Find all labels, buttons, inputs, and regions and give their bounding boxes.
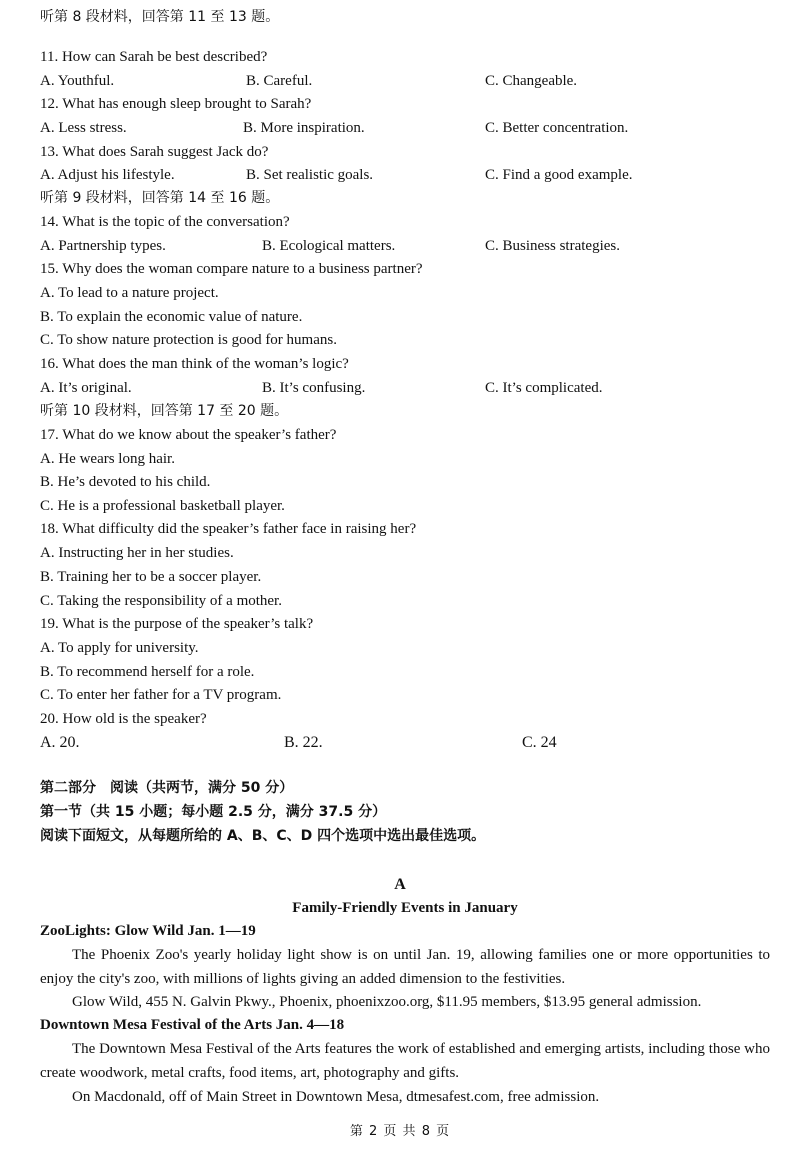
question-11: 11. How can Sarah be best described?: [40, 49, 268, 65]
event-1-description: The Phoenix Zoo's yearly holiday light show is on until Jan. 19, allowing families one or more opportunities to enjoy the city's zoo, with millions of lights giving an added dimension to the festivities.: [40, 947, 770, 987]
q17-option-c: C. He is a professional basketball player.: [40, 498, 285, 514]
q11-option-b: B. Careful.: [246, 73, 313, 89]
q14-option-c: C. Business strategies.: [485, 238, 620, 254]
question-18: 18. What difficulty did the speaker’s father face in raising her?: [40, 521, 417, 537]
q11-option-a: A. Youthful.: [40, 73, 115, 89]
question-14: 14. What is the topic of the conversation?: [40, 214, 290, 230]
q20-option-a: A. 20.: [40, 734, 80, 751]
event-2-info: On Macdonald, off of Main Street in Downtown Mesa, dtmesafest.com, free admission.: [72, 1089, 600, 1105]
q15-option-c: C. To show nature protection is good for humans.: [40, 332, 337, 348]
q13-option-c: C. Find a good example.: [485, 167, 633, 183]
q16-option-c: C. It’s complicated.: [485, 380, 603, 396]
question-19: 19. What is the purpose of the speaker’s talk?: [40, 616, 314, 632]
q17-option-a: A. He wears long hair.: [40, 451, 175, 467]
reading-instruction: 阅读下面短文，从每题所给的 A、B、C、D 四个选项中选出最佳选项。: [40, 828, 486, 844]
q17-option-b: B. He’s devoted to his child.: [40, 474, 211, 490]
question-15: 15. Why does the woman compare nature to a business partner?: [40, 261, 423, 277]
q18-option-a: A. Instructing her in her studies.: [40, 545, 234, 561]
part-two-title: 第二部分 阅读（共两节，满分 50 分）: [40, 780, 294, 796]
event-2-heading: Downtown Mesa Festival of the Arts Jan. 4—18: [40, 1017, 345, 1033]
question-16: 16. What does the man think of the woman’s logic?: [40, 356, 349, 372]
section-8-instruction: 听第 8 段材料，回答第 11 至 13 题。: [40, 9, 280, 25]
q18-option-c: C. Taking the responsibility of a mother.: [40, 593, 282, 609]
q12-option-c: C. Better concentration.: [485, 120, 629, 136]
event-1-heading: ZooLights: Glow Wild Jan. 1—19: [40, 923, 256, 939]
q19-option-c: C. To enter her father for a TV program.: [40, 687, 282, 703]
question-17: 17. What do we know about the speaker’s father?: [40, 427, 337, 443]
q13-option-a: A. Adjust his lifestyle.: [40, 167, 175, 183]
q18-option-b: B. Training her to be a soccer player.: [40, 569, 262, 585]
q15-option-b: B. To explain the economic value of nature.: [40, 309, 303, 325]
q16-option-b: B. It’s confusing.: [262, 380, 366, 396]
page-number: 第 2 页 共 8 页: [349, 1124, 451, 1139]
event-2-description: The Downtown Mesa Festival of the Arts features the work of established and emerging artists, including those who create woodwork, metal crafts, food items, art, photography and gifts.: [40, 1041, 770, 1081]
q12-option-a: A. Less stress.: [40, 120, 127, 136]
q20-option-b: B. 22.: [284, 734, 323, 751]
event-1-info: Glow Wild, 455 N. Galvin Pkwy., Phoenix, phoenixzoo.org, $11.95 members, $13.95 general admission.: [72, 994, 702, 1010]
question-12: 12. What has enough sleep brought to Sarah?: [40, 96, 312, 112]
section-one-title: 第一节（共 15 小题；每小题 2.5 分，满分 37.5 分）: [40, 804, 387, 820]
q15-option-a: A. To lead to a nature project.: [40, 285, 219, 301]
q11-option-c: C. Changeable.: [485, 73, 578, 89]
question-20: 20. How old is the speaker?: [40, 711, 207, 727]
section-9-instruction: 听第 9 段材料，回答第 14 至 16 题。: [40, 190, 280, 206]
q16-option-a: A. It’s original.: [40, 380, 132, 396]
q14-option-b: B. Ecological matters.: [262, 238, 396, 254]
section-10-instruction: 听第 10 段材料，回答第 17 至 20 题。: [40, 403, 289, 419]
q14-option-a: A. Partnership types.: [40, 238, 166, 254]
q13-option-b: B. Set realistic goals.: [246, 167, 374, 183]
passage-letter: A: [394, 876, 406, 893]
question-13: 13. What does Sarah suggest Jack do?: [40, 144, 269, 160]
q19-option-b: B. To recommend herself for a role.: [40, 664, 255, 680]
q20-option-c: C. 24: [522, 734, 557, 751]
q12-option-b: B. More inspiration.: [243, 120, 365, 136]
passage-title: Family-Friendly Events in January: [292, 900, 518, 916]
q19-option-a: A. To apply for university.: [40, 640, 199, 656]
